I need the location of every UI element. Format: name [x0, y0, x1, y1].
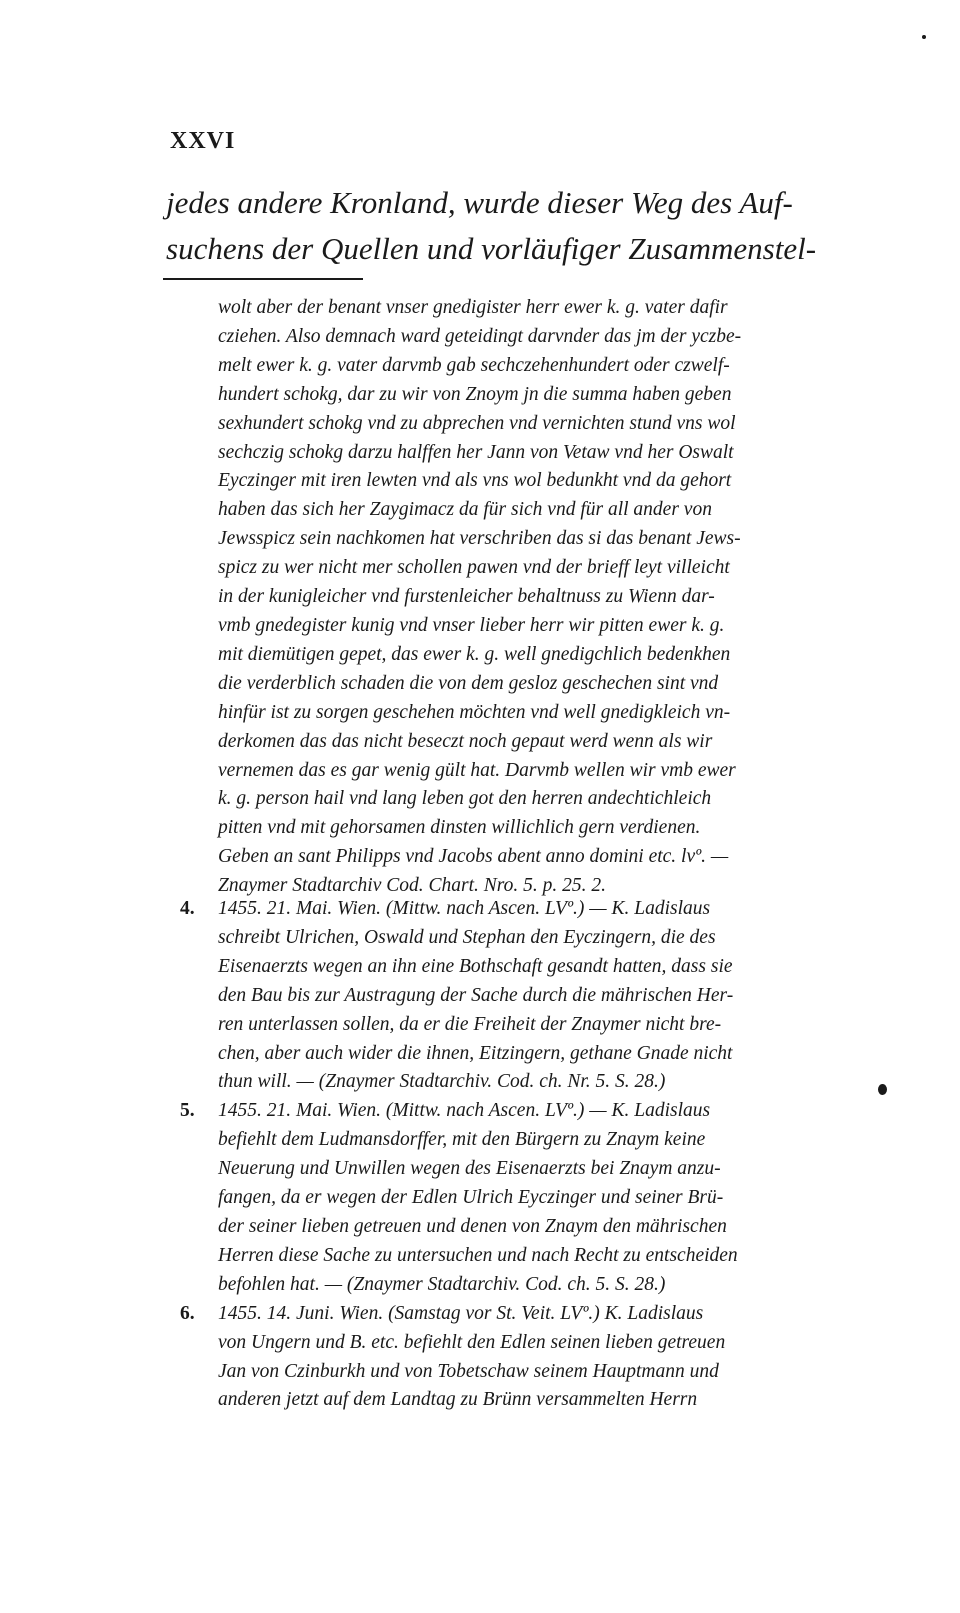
- footnote-line: melt ewer k. g. vater darvmb gab sechczehenhundert oder czwelf-: [218, 354, 730, 376]
- footnote-separator: [163, 278, 363, 280]
- footnote-line: sexhundert schokg vnd zu abprechen vnd vernichten stund vns wol: [218, 412, 736, 434]
- entry-line: anderen jetzt auf dem Landtag zu Brünn versammelten Herrn: [218, 1389, 698, 1411]
- main-text-line: suchens der Quellen und vorläufiger Zusammenstel-: [166, 231, 817, 266]
- footnote-line: cziehen. Also demnach ward geteidingt darvnder das jm der yczbe-: [218, 325, 742, 347]
- entry-line: 1455. 14. Juni. Wien. (Samstag vor St. Veit. LVº.) K. Ladislaus: [218, 1302, 704, 1324]
- entry-number: 6.: [180, 1302, 195, 1324]
- footnote-line: vernemen das es gar wenig gült hat. Darvmb wellen wir vmb ewer: [218, 759, 736, 781]
- footnote-line: vmb gnedegister kunig vnd vnser lieber herr wir pitten ewer k. g.: [218, 614, 725, 636]
- footnote-line: pitten vnd mit gehorsamen dinsten willichlich gern verdienen.: [218, 817, 701, 839]
- entry-5: [180, 1097, 880, 1299]
- footnote-line: die verderblich schaden die von dem gesloz geschechen sint vnd: [218, 672, 719, 694]
- footnote-line: Znaymer Stadtarchiv Cod. Chart. Nro. 5. p. 25. 2.: [218, 875, 607, 897]
- entry-line: Eisenaerzts wegen an ihn eine Bothschaft gesandt hatten, dass sie: [218, 955, 733, 977]
- entry-number: 5.: [180, 1100, 195, 1122]
- entry-line: fangen, da er wegen der Edlen Ulrich Eyczinger und seiner Brü-: [218, 1187, 724, 1209]
- footnote-line: spicz zu wer nicht mer schollen pawen vnd der brieff leyt villeicht: [218, 557, 730, 579]
- ink-speck: [922, 35, 926, 39]
- entry-line: den Bau bis zur Austragung der Sache durch die mährischen Her-: [218, 984, 734, 1006]
- footnote-line: Geben an sant Philipps vnd Jacobs abent anno domini etc. lvº. —: [218, 846, 729, 868]
- entry-line: thun will. — (Znaymer Stadtarchiv. Cod. ch. Nr. 5. S. 28.): [218, 1071, 666, 1093]
- ink-speck: [878, 1084, 887, 1095]
- entry-line: Neuerung und Unwillen wegen des Eisenaerzts bei Znaym anzu-: [218, 1158, 721, 1180]
- footnote-line: haben das sich her Zaygimacz da für sich vnd für all ander von: [218, 499, 712, 521]
- entry-line: ren unterlassen sollen, da er die Freiheit der Znaymer nicht bre-: [218, 1013, 722, 1035]
- entry-line: von Ungern und B. etc. befiehlt den Edlen seinen lieben getreuen: [218, 1331, 726, 1353]
- footnote-line: sechczig schokg darzu halffen her Jann von Vetaw vnd her Oswalt: [218, 441, 734, 463]
- entry-line: schreibt Ulrichen, Oswald und Stephan den Eyczingern, die des: [218, 926, 716, 948]
- footnote-line: Jewsspicz sein nachkomen hat verschriben das si das benant Jews-: [218, 528, 741, 550]
- entry-line: 1455. 21. Mai. Wien. (Mittw. nach Ascen. LVº.) — K. Ladislaus: [218, 1100, 711, 1122]
- footnote-line: hinfür ist zu sorgen geschehen möchten vnd well gnedigkleich vn-: [218, 701, 731, 723]
- entry-number: 4.: [180, 898, 195, 919]
- footnote-line: wolt aber der benant vnser gnedigister herr ewer k. g. vater dafir: [218, 297, 728, 318]
- entry-line: befiehlt dem Ludmansdorffer, mit den Bürgern zu Znaym keine: [218, 1129, 706, 1151]
- footnote-block: [218, 294, 878, 901]
- entry-6: [180, 1300, 880, 1416]
- entry-line: befohlen hat. — (Znaymer Stadtarchiv. Cod. ch. 5. S. 28.): [218, 1273, 666, 1295]
- footnote-line: derkomen das das nicht beseczt noch gepaut werd wenn als wir: [218, 730, 713, 752]
- footnote-line: k. g. person hail vnd lang leben got den herren andechtichleich: [218, 788, 712, 810]
- entry-line: der seiner lieben getreuen und denen von Znaym den mährischen: [218, 1215, 727, 1237]
- footnote-line: in der kunigleicher vnd furstenleicher behaltnuss zu Wienn dar-: [218, 586, 715, 608]
- entry-line: 1455. 21. Mai. Wien. (Mittw. nach Ascen. LVº.) — K. Ladislaus: [218, 898, 711, 919]
- page-number: XXVI: [170, 128, 236, 154]
- footnote-line: mit diemütigen gepet, das ewer k. g. well gnedigchlich bedenkhen: [218, 643, 731, 665]
- entry-line: chen, aber auch wider die ihnen, Eitzingern, gethane Gnade nicht: [218, 1042, 733, 1064]
- entry-line: Jan von Czinburkh und von Tobetschaw seinem Hauptmann und: [218, 1360, 719, 1382]
- entry-4: [180, 895, 880, 1097]
- main-text-line: jedes andere Kronland, wurde dieser Weg des Auf-: [166, 185, 793, 220]
- footnote-line: hundert schokg, dar zu wir von Znoym jn die summa haben geben: [218, 383, 732, 405]
- footnote-line: Eyczinger mit iren lewten vnd als vns wol bedunkht vnd da gehort: [218, 470, 732, 492]
- main-text: [166, 180, 876, 272]
- entry-list: [180, 895, 880, 1415]
- entry-line: Herren diese Sache zu untersuchen und nach Recht zu entscheiden: [218, 1244, 738, 1266]
